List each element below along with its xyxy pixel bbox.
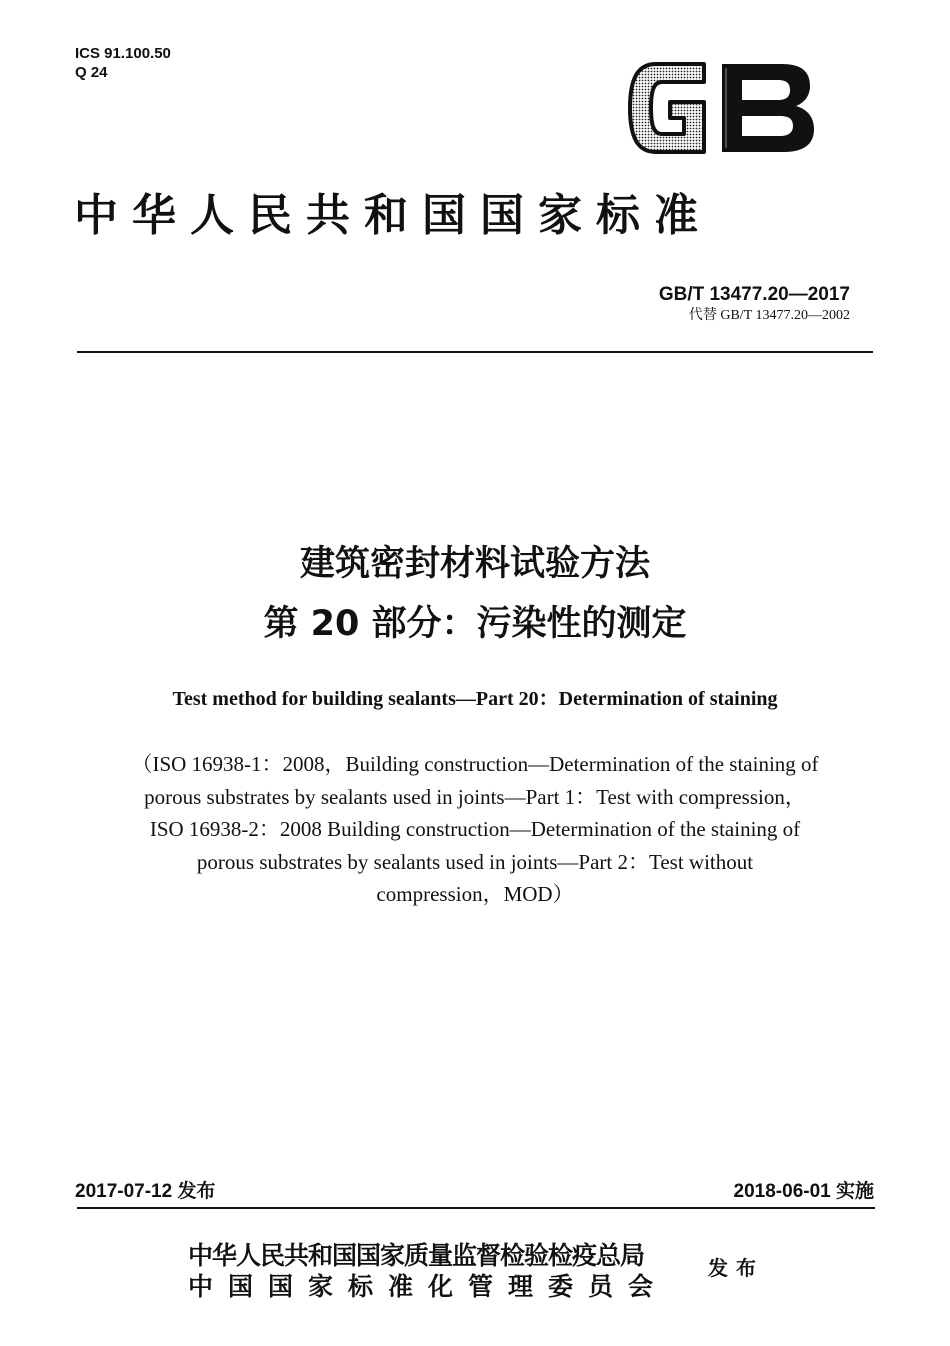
- standard-number: GB/T 13477.20—2017: [658, 284, 850, 305]
- chinese-title-line-1: 建筑密封材料试验方法: [299, 544, 650, 584]
- english-title: Test method for building sealants—Part 20：Determination of staining: [172, 688, 778, 710]
- iso-reference-line: porous substrates by sealants used in joints—Part 2：Test without: [196, 849, 754, 874]
- ccs-code: Q 24: [75, 64, 108, 81]
- gb-logo: [626, 58, 816, 158]
- chinese-title-line-2: 第 20 部分：污染性的测定: [263, 604, 687, 644]
- replaces-standard: 代替 GB/T 13477.20—2002: [688, 308, 850, 323]
- iso-reference-line: （ISO 16938-1：2008，Building construction—Determination of the staining of: [131, 752, 819, 776]
- issuer-aqsiq: 中华人民共和国国家质量监督检验检疫总局: [188, 1241, 645, 1270]
- header-divider: [77, 351, 873, 353]
- classification-codes: [75, 44, 171, 82]
- ics-code: ICS 91.100.50: [75, 45, 171, 62]
- footer-divider: [77, 1207, 875, 1209]
- issuing-authorities: [188, 1240, 668, 1302]
- national-standard-heading: 中华人民共和国国家标准: [74, 190, 712, 241]
- issuer-sac: 中国国家标准化管理委员会: [188, 1272, 669, 1301]
- iso-reference: [75, 748, 875, 911]
- iso-reference-line: ISO 16938-2：2008 Building construction—Determination of the staining of: [149, 817, 801, 841]
- iso-reference-line: porous substrates by sealants used in joints—Part 1：Test with compression，: [144, 784, 806, 809]
- publish-label: 发布: [708, 1256, 764, 1280]
- iso-reference-line: compression，MOD）: [376, 882, 574, 906]
- implementation-date: 2018-06-01 实施: [733, 1181, 874, 1202]
- issue-date: 2017-07-12 发布: [75, 1181, 216, 1202]
